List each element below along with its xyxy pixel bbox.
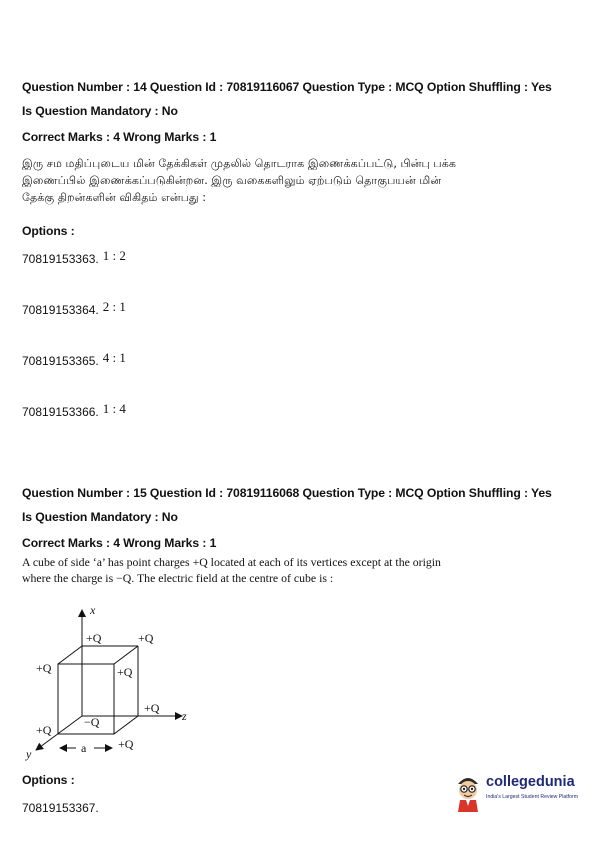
- cube-charge-figure: [20, 598, 220, 766]
- option-id: 70819153366.: [22, 405, 99, 419]
- y-axis-label: y: [26, 747, 32, 761]
- q14-header-line1: Question Number : 14 Question Id : 70819116067 Question Type : MCQ Option Shuffling : Yes: [22, 80, 552, 94]
- option-value: 1 : 4: [102, 401, 126, 416]
- option-id: 70819153365.: [22, 354, 99, 368]
- q14-text-line: இணைப்பில் இணைக்கப்படுகின்றன. இரு வகைகளிலும் ஏற்படும் தொகுபயன் மின்: [22, 174, 442, 187]
- cube-edge: [58, 646, 82, 664]
- q14-text-line: தேக்கு திறன்களின் விகிதம் என்பது :: [22, 191, 207, 204]
- q14-option-2: [22, 299, 126, 318]
- z-axis-label: z: [182, 709, 187, 723]
- charge-label: +Q: [144, 701, 160, 715]
- option-value: 1 : 2: [102, 248, 126, 263]
- charge-label: +Q: [118, 737, 134, 751]
- cube-edge: [114, 716, 138, 734]
- option-id: 70819153367.: [22, 801, 99, 815]
- charge-label: +Q: [86, 631, 102, 645]
- option-value: 4 : 1: [102, 350, 126, 365]
- collegedunia-logo: [452, 772, 582, 824]
- option-id: 70819153363.: [22, 252, 99, 266]
- cube-edge: [114, 646, 138, 664]
- x-axis-label: x: [90, 603, 96, 617]
- mascot-icon: [452, 772, 484, 812]
- q15-header-line1: Question Number : 15 Question Id : 70819116068 Question Type : MCQ Option Shuffling : Yes: [22, 486, 552, 500]
- option-id: 70819153364.: [22, 303, 99, 317]
- q14-text-line: இரு சம மதிப்புடைய மின் தேக்கிகள் முதலில் தொடராக இணைக்கப்பட்டு, பின்பு பக்க: [22, 157, 457, 170]
- q14-question-text: [22, 155, 542, 206]
- charge-label: +Q: [117, 665, 133, 679]
- q15-option-1: [22, 801, 99, 815]
- q15-question-text: [22, 554, 542, 586]
- q14-option-3: [22, 350, 126, 369]
- charge-label: +Q: [138, 631, 154, 645]
- charge-label-origin: −Q: [84, 715, 100, 729]
- q15-options-label: Options :: [22, 773, 75, 787]
- charge-label: +Q: [36, 661, 52, 675]
- q14-header-line2: Is Question Mandatory : No: [22, 104, 178, 118]
- side-length-label: a: [81, 741, 87, 755]
- q14-options-label: Options :: [22, 224, 75, 238]
- q15-header-line2: Is Question Mandatory : No: [22, 510, 178, 524]
- q15-marks: Correct Marks : 4 Wrong Marks : 1: [22, 536, 217, 550]
- charge-label: +Q: [36, 723, 52, 737]
- logo-tagline: India's Largest Student Review Platform: [486, 794, 579, 800]
- option-value: 2 : 1: [102, 299, 126, 314]
- q14-option-4: [22, 401, 126, 420]
- q14-marks: Correct Marks : 4 Wrong Marks : 1: [22, 130, 217, 144]
- q15-text-line: where the charge is −Q. The electric field at the centre of cube is :: [22, 571, 334, 585]
- logo-name: collegedunia: [486, 774, 575, 790]
- q15-text-line: A cube of side ‘a’ has point charges +Q located at each of its vertices except at the origin: [22, 555, 441, 569]
- q14-option-1: [22, 248, 126, 267]
